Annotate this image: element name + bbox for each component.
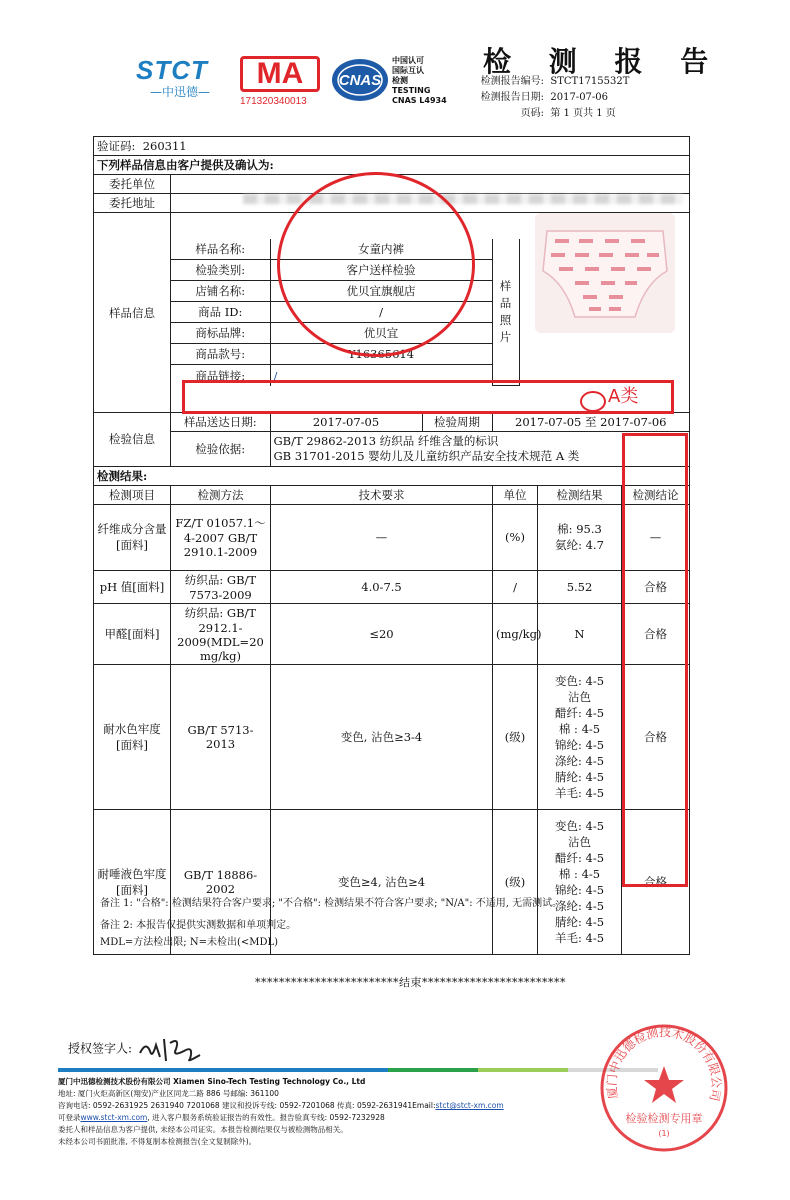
- result-value: [538, 664, 622, 809]
- footer-contact: [58, 1100, 504, 1112]
- report-no-label: 检测报告编号:: [480, 76, 544, 87]
- svg-text:厦门中迅德检测技术股份有限公司: 厦门中迅德检测技术股份有限公司: [604, 1025, 724, 1103]
- report-date: 2017-07-06: [550, 92, 609, 103]
- result-method: FZ/T 01057.1～4-2007 GB/T 2910.1-2009: [171, 504, 271, 570]
- table-row: [94, 603, 690, 664]
- footer-disclaimer-1: 委托人和样品信息为客户提供, 未经本公司证实。本报告检测结果仅与被检测物品相关。: [58, 1125, 348, 1134]
- footer-website-link[interactable]: www.stct-xm.com: [80, 1113, 148, 1122]
- result-unit: (级): [493, 664, 538, 809]
- result-unit: (级): [493, 809, 538, 954]
- result-unit: (%): [493, 504, 538, 570]
- sample-value: 女童内裤: [270, 239, 492, 260]
- note-1: 备注 1: "合格": 检测结果符合客户要求; "不合格": 检测结果不符合客户要求; "N/A": 不适用, 无需测试。: [100, 898, 563, 909]
- sample-value: 优贝宜旗舰店: [270, 281, 492, 302]
- footer-address: 地址: 厦门火炬高新区(翔安)产业区同龙二路 886 号邮编: 361100: [58, 1089, 279, 1098]
- result-line: 锦纶: 4-5: [554, 882, 605, 897]
- basis-2: GB 31701-2015 婴幼儿及儿童纺织产品安全技术规范: [273, 448, 553, 463]
- cma-code: 171320340013: [240, 96, 307, 107]
- result-line: 棉 : 4-5: [558, 721, 601, 736]
- signatory: [68, 1033, 206, 1065]
- result-line: 沾色: [568, 834, 591, 849]
- result-line: 沾色: [568, 689, 591, 704]
- sample-label: 检验类别:: [171, 260, 270, 281]
- cnas-line: 国际互认: [392, 66, 424, 75]
- report-meta: [462, 74, 629, 122]
- sample-value: /: [270, 302, 492, 323]
- result-line: 醋纤: 4-5: [554, 850, 605, 865]
- footer-phones: 咨询电话: 0592-2631925 2631940 7201068 建议和投诉专线: 0592-7201068 传真: 0592-2631941Email:: [58, 1101, 436, 1110]
- page-label: 页码:: [520, 108, 544, 119]
- sample-label: 商品款号:: [171, 344, 270, 365]
- verify-code: 260311: [142, 139, 187, 153]
- result-line: 羊毛: 4-5: [554, 930, 605, 945]
- note-3: MDL=方法检出限; N=未检出(<MDL): [100, 937, 279, 948]
- note-2: 备注 2: 本报告仅提供实测数据和单项判定。: [100, 920, 297, 931]
- footer-verify: [58, 1112, 504, 1124]
- footer-company: 厦门中迅德检测技术股份有限公司 Xiamen Sino-Tech Testing Technology Co., Ltd: [58, 1077, 366, 1086]
- result-line: 棉 : 4-5: [558, 866, 601, 881]
- result-req: ≤20: [271, 603, 493, 664]
- result-line: 腈纶: 4-5: [554, 769, 605, 784]
- result-line: 氨纶: 4.7: [555, 538, 604, 552]
- page-value: 第 1 页共 1 页: [550, 108, 616, 119]
- period-from: 2017-07-05: [515, 415, 582, 429]
- col-header: 单位: [493, 485, 538, 504]
- result-method: 纺织品: GB/T 7573-2009: [171, 570, 271, 603]
- col-header: 技术要求: [271, 485, 493, 504]
- footer-bar: [58, 1068, 658, 1072]
- cnas-logo: [330, 57, 390, 103]
- result-item: 耐水色牢度[面料]: [94, 664, 171, 809]
- cnas-text: [392, 56, 447, 106]
- sample-label: 样品名称:: [171, 239, 270, 260]
- result-unit: (mg/kg): [493, 603, 538, 664]
- period-to-word: 至: [585, 415, 597, 429]
- sample-photo-label: [492, 239, 519, 386]
- highlight-conclusion-column: [622, 433, 688, 887]
- result-item: 纤维成分含量[面料]: [94, 504, 171, 570]
- result-method: 纺织品: GB/T 2912.1-2009(MDL=20 mg/kg): [171, 603, 271, 664]
- sample-group-label: 样品信息: [94, 213, 171, 413]
- sample-label: 店铺名称:: [171, 281, 270, 302]
- svg-text:检验检测专用章: 检验检测专用章: [625, 1112, 703, 1125]
- result-conclusion: 合格: [622, 603, 690, 664]
- result-req: 变色≥4, 沾色≥4: [271, 809, 493, 954]
- result-conclusion: 合格: [622, 664, 690, 809]
- sample-value: Y16365614: [270, 344, 492, 365]
- cnas-line: CNAS L4934: [392, 96, 447, 105]
- col-header: 检测结果: [538, 485, 622, 504]
- highlight-circle: [277, 172, 475, 357]
- table-row: [94, 664, 690, 809]
- client-unit-label: 委托单位: [94, 175, 171, 194]
- sample-value: 优贝宜: [270, 323, 492, 344]
- report-title: 检 测 报 告: [483, 45, 723, 78]
- photo-label-text: 样品照片: [499, 279, 512, 344]
- sample-label: 商品链接:: [171, 365, 270, 386]
- result-req: 4.0-7.5: [271, 570, 493, 603]
- result-method: GB/T 5713-2013: [171, 664, 271, 809]
- result-conclusion: 合格: [622, 570, 690, 603]
- stct-logo-word: STCT: [136, 55, 208, 85]
- notes: [100, 893, 562, 949]
- verify-row: [94, 137, 690, 156]
- footer-disclaimer-2: 未经本公司书面批准, 不得复制本检测报告(全文复制除外)。: [58, 1137, 257, 1146]
- result-line: 变色: 4-5: [554, 818, 605, 833]
- svg-text:CNAS: CNAS: [338, 72, 382, 89]
- result-line: 涤纶: 4-5: [554, 753, 605, 768]
- cnas-line: 检测: [392, 76, 408, 85]
- cma-logo: [240, 56, 322, 108]
- result-unit: /: [493, 570, 538, 603]
- period-to: 2017-07-06: [600, 415, 667, 429]
- sample-label: 商品 ID:: [171, 302, 270, 323]
- footer-verify-a: 可登录: [58, 1113, 81, 1122]
- result-line: 腈纶: 4-5: [554, 914, 605, 929]
- col-header: 检测结论: [622, 485, 690, 504]
- company-seal: [598, 1022, 730, 1154]
- period-value: [492, 413, 689, 432]
- product-link[interactable]: /: [270, 365, 492, 386]
- footer: [58, 1076, 504, 1148]
- inspection-table: [171, 413, 689, 466]
- end-marker: ************************结束************************: [255, 976, 566, 989]
- result-line: 涤纶: 4-5: [554, 898, 605, 913]
- footer-email-link[interactable]: stct@stct-xm.com: [435, 1101, 504, 1110]
- result-item: 甲醛[面料]: [94, 603, 171, 664]
- result-line: 棉: 95.3: [557, 522, 602, 536]
- signatory-label: 授权签字人:: [68, 1041, 133, 1056]
- received-date: 2017-07-05: [270, 413, 422, 432]
- col-header: 检测项目: [94, 485, 171, 504]
- received-label: 样品送达日期:: [171, 413, 270, 432]
- result-req: —: [271, 504, 493, 570]
- footer-verify-b: , 进入客户服务系统验证报告的有效性。报告验真专线: 0592-7232928: [147, 1113, 385, 1122]
- col-header: 检测方法: [171, 485, 271, 504]
- verify-label: 验证码:: [97, 139, 136, 153]
- highlight-class-circle: [580, 391, 606, 412]
- inspection-group-label: 检验信息: [94, 413, 171, 467]
- cma-mark: MA: [240, 56, 320, 92]
- client-section-title: 下列样品信息由客户提供及确认为:: [94, 156, 690, 175]
- annotation-a-class: A类: [608, 386, 639, 407]
- result-method: GB/T 18886-2002: [171, 809, 271, 954]
- result-item: pH 值[面料]: [94, 570, 171, 603]
- sample-photo: [535, 213, 675, 333]
- result-conclusion: —: [622, 504, 690, 570]
- result-line: 锦纶: 4-5: [554, 737, 605, 752]
- client-addr-label: 委托地址: [94, 194, 171, 213]
- stct-logo-cn: —中迅德—: [150, 85, 211, 99]
- result-line: 变色: 4-5: [554, 673, 605, 688]
- signature: [136, 1033, 206, 1065]
- result-conclusion: 合格: [622, 809, 690, 954]
- result-req: 变色, 沾色≥3-4: [271, 664, 493, 809]
- result-value: [538, 504, 622, 570]
- result-line: 羊毛: 4-5: [554, 785, 605, 800]
- sample-label: 商标品牌:: [171, 323, 270, 344]
- result-item: 耐唾液色牢度[面料]: [94, 809, 171, 954]
- table-row: [94, 570, 690, 603]
- result-line: 醋纤: 4-5: [554, 705, 605, 720]
- sample-value: 客户送样检验: [270, 260, 492, 281]
- cnas-line: TESTING: [392, 86, 431, 95]
- basis-1: GB/T 29862-2013 纺织品 纤维含量的标识: [273, 433, 499, 448]
- basis-label: 检验依据:: [171, 432, 270, 466]
- result-value: N: [538, 603, 622, 664]
- table-row: [94, 504, 690, 570]
- results-title: 检测结果:: [94, 466, 690, 485]
- basis-class: A 类: [555, 448, 580, 463]
- report-no: STCT1715532T: [550, 76, 630, 87]
- stct-logo: [130, 55, 230, 99]
- result-value: 5.52: [538, 570, 622, 603]
- svg-text:(1): (1): [658, 1129, 670, 1138]
- cnas-line: 中国认可: [392, 56, 424, 65]
- report-date-label: 检测报告日期:: [480, 92, 544, 103]
- period-label: 检验周期: [422, 413, 492, 432]
